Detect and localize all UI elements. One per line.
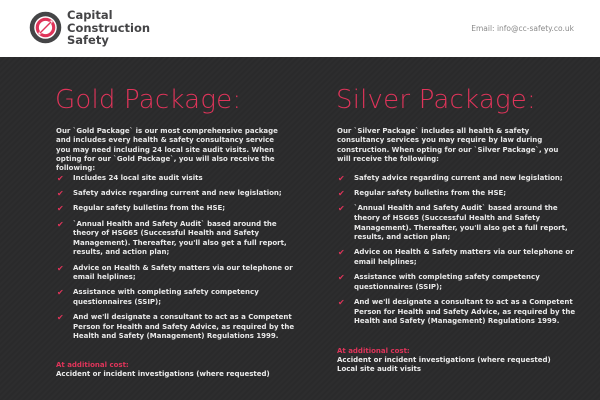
check-icon: ✔ (338, 174, 345, 183)
feature-text: Safety advice regarding current and new legislation; (354, 174, 563, 182)
gold-package-title: Gold Package: (55, 85, 242, 115)
additional-cost-heading: At additional cost: (337, 347, 410, 355)
feature-text: `Annual Health and Safety Audit` based around the theory of HSG65 (Successful Health and Safety Management). Thereafter, you'll also get a full report, results, and action plan; (354, 204, 568, 242)
list-item (337, 174, 577, 184)
brand-name[interactable] (67, 9, 150, 47)
no-entry-logo-icon[interactable] (29, 11, 62, 44)
gold-additional-cost (56, 361, 296, 379)
brand-line-2: Construction (67, 20, 151, 35)
silver-feature-list (337, 174, 577, 332)
list-item (56, 204, 296, 214)
list-item (337, 248, 577, 267)
check-icon: ✔ (57, 313, 64, 323)
additional-cost-item: Local site audit visits (337, 365, 422, 374)
additional-cost-heading: At additional cost: (56, 361, 129, 369)
feature-text: Includes 24 local site audit visits (73, 174, 203, 182)
packages-section (0, 57, 600, 400)
silver-package-title: Silver Package: (336, 85, 536, 115)
check-icon: ✔ (57, 189, 64, 199)
additional-cost-item: Accident or incident investigations (where requested) (56, 370, 270, 379)
list-item (56, 264, 296, 283)
feature-text: Regular safety bulletins from the HSE; (73, 204, 226, 213)
feature-text: Assistance with completing safety competency questionnaires (SSIP); (354, 273, 540, 291)
check-icon: ✔ (338, 204, 345, 214)
list-item (56, 288, 296, 307)
check-icon: ✔ (338, 248, 345, 258)
list-item (337, 204, 577, 242)
silver-package-intro: Our `Silver Package` includes all health & safety consultancy services you may require by law during construction. When opting for our `Silver Package`, you will receive the following: (337, 127, 559, 163)
site-header (0, 0, 600, 57)
list-item (337, 298, 577, 327)
check-icon: ✔ (338, 189, 345, 199)
feature-text: Advice on Health & Safety matters via our telephone or email helplines; (354, 248, 574, 266)
feature-text: `Annual Health and Safety Audit` based around the theory of HSG65 (Successful Health and Safety Management). Thereafter, you'll also get a full report, results, and action plan; (73, 219, 287, 257)
list-item (56, 220, 296, 258)
list-item (56, 313, 296, 342)
check-icon: ✔ (338, 273, 345, 283)
check-icon: ✔ (338, 297, 345, 307)
check-icon: ✔ (57, 219, 64, 229)
list-item (56, 174, 296, 184)
check-icon: ✔ (57, 204, 64, 214)
gold-package-intro: Our `Gold Package` is our most comprehensive package and includes every health & safety consultancy service you may need including 24 local site audit visits. When opting for our `Gold Package`, you will also receive the following: (56, 127, 278, 173)
gold-feature-list (56, 174, 296, 347)
list-item (337, 273, 577, 292)
list-item (56, 189, 296, 199)
check-icon: ✔ (57, 174, 64, 183)
feature-text: Advice on Health & Safety matters via our telephone or email helplines; (73, 263, 293, 282)
contact-email[interactable]: Email: info@cc-safety.co.uk (471, 24, 574, 33)
feature-text: Safety advice regarding current and new legislation; (73, 189, 282, 198)
silver-additional-cost (337, 347, 577, 375)
feature-text: And we'll designate a consultant to act as a Competent Person for Health and Safety Advice, as required by the Health and Safety (Management) Regulations 1999. (73, 313, 295, 341)
feature-text: Regular safety bulletins from the HSE; (354, 189, 507, 198)
additional-cost-item: Accident or incident investigations (where requested) (337, 356, 551, 365)
feature-text: Assistance with completing safety competency questionnaires (SSIP); (73, 288, 259, 306)
feature-text: And we'll designate a consultant to act as a Competent Person for Health and Safety Advice, as required by the Health and Safety (Management) Regulations 1999. (354, 297, 576, 326)
brand-line-1: Capital (67, 8, 113, 22)
check-icon: ✔ (57, 263, 64, 273)
brand-line-3: Safety (67, 33, 109, 47)
check-icon: ✔ (57, 288, 64, 298)
list-item (337, 189, 577, 199)
